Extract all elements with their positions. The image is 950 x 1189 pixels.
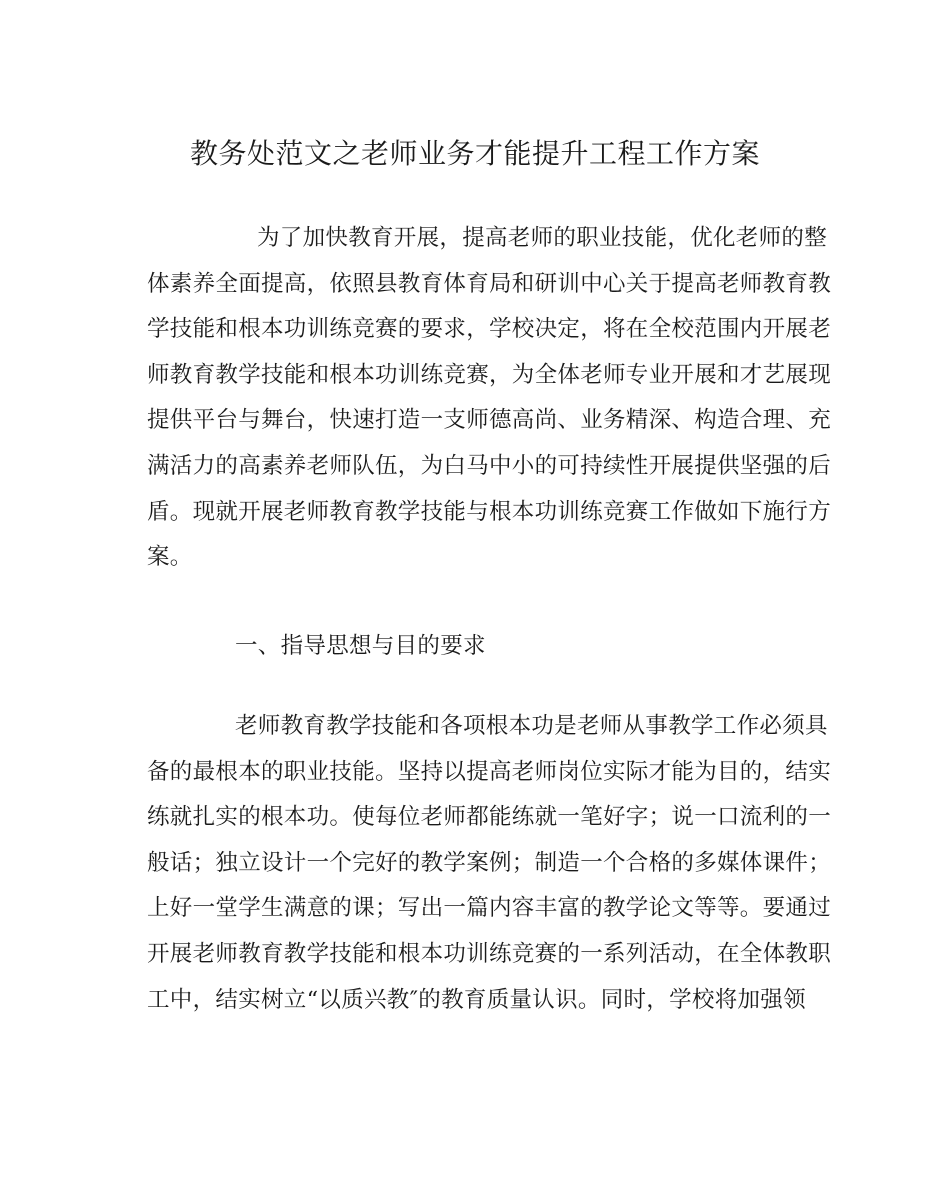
paragraph-line: 上好一堂学生满意的课；写出一篇内容丰富的教学论文等等。要通过 (147, 895, 832, 922)
section-heading-text: 一、指导思想与目的要求 (235, 633, 486, 659)
guidance-paragraph (147, 704, 832, 1023)
paragraph-line: 开展老师教育教学技能和根本功训练竞赛的一系列活动，在全体教职 (147, 940, 832, 967)
paragraph-line: 学技能和根本功训练竞赛的要求，学校决定，将在全校范围内开展老 (147, 316, 832, 343)
paragraph-line: 师教育教学技能和根本功训练竞赛，为全体老师专业开展和才艺展现 (147, 361, 832, 388)
paragraph-line: 般话；独立设计一个完好的教学案例；制造一个合格的多媒体课件； (147, 849, 832, 876)
paragraph-line: 满活力的高素养老师队伍，为白马中小的可持续性开展提供坚强的后 (147, 452, 832, 479)
document-title: 教务处范文之老师业务才能提升工程工作方案 (189, 137, 760, 170)
paragraph-line: 练就扎实的根本功。使每位老师都能练就一笔好字；说一口流利的一 (147, 804, 832, 831)
paragraph-line: 提供平台与舞台，快速打造一支师德高尚、业务精深、构造合理、充 (147, 407, 832, 434)
paragraph-line: 为了加快教育开展，提高老师的职业技能，优化老师的整 (257, 225, 828, 251)
paragraph-line: 盾。现就开展老师教育教学技能与根本功训练竞赛工作做如下施行方 (147, 498, 832, 525)
paragraph-line: 体素养全面提高，依照县教育体育局和研训中心关于提高老师教育教 (147, 270, 832, 297)
paragraph-line: 工中，结实树立“以质兴教″的教育质量认识。同时，学校将加强领 (147, 986, 806, 1013)
intro-paragraph (147, 216, 832, 581)
paragraph-line: 备的最根本的职业技能。坚持以提高老师岗位实际才能为目的，结实 (147, 758, 832, 785)
section-heading (147, 624, 807, 670)
paragraph-line: 老师教育教学技能和各项根本功是老师从事教学工作必须具 (235, 713, 828, 739)
paragraph-line: 案。 (147, 544, 193, 571)
